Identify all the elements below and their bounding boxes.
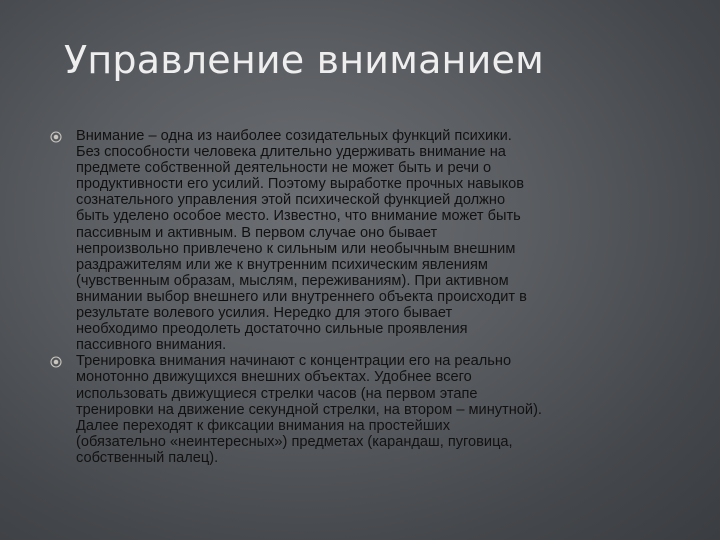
circled-dot-icon (50, 356, 62, 368)
bullet-list (50, 128, 650, 466)
bullet-item (50, 353, 650, 466)
circled-dot-icon (50, 131, 62, 143)
slide-title: Управление вниманием (64, 38, 544, 82)
bullet-text: Внимание – одна из наиболее созидательных функций психики. Без способности человека длительно удерживать внимание на предмете собственной деятельности не может быть и речи о продуктивности его усилий. Поэтому выработке прочных навыков сознательного управления этой психической функцией должно быть уделено особое место. Известно, что внимание может быть пассивным и активным. В первом случае оно бывает непроизвольно привлечено к сильным или необычным внешним раздражителям или же к внутренним психическим явлениям (чувственным образам, мыслям, переживаниям). При активном внимании выбор внешнего или внутреннего объекта происходит в результате волевого усилия. Нередко для этого бывает необходимо преодолеть достаточно сильные проявления пассивного внимания. (76, 128, 527, 354)
bullet-item (50, 128, 650, 353)
bullet-text: Тренировка внимания начинают с концентрации его на реально монотонно движущихся внешних объектах. Удобнее всего использовать движущиеся стрелки часов (на первом этапе тренировки на движение секундной стрелки, на втором – минутной). Далее переходят к фиксации внимания на простейших (обязательно «неинтересных») предметах (карандаш, пуговица, собственный палец). (76, 353, 542, 466)
